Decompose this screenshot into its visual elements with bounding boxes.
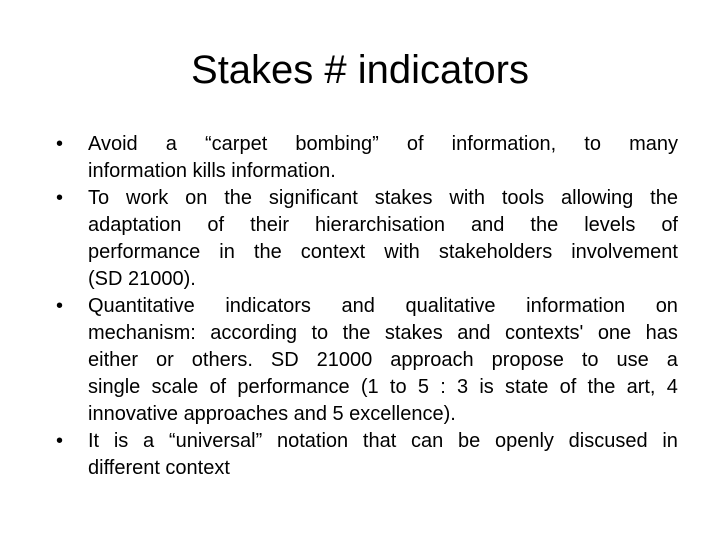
bullet-text-line: either or others. SD 21000 approach propose to use a — [88, 349, 678, 371]
bullet-text-line: single scale of performance (1 to 5 : 3 is state of the art, 4 — [88, 376, 678, 398]
bullet-icon: • — [56, 133, 64, 155]
bullet-icon: • — [56, 295, 64, 317]
bullet-text-line: different context — [88, 457, 230, 479]
bullet-text-line: adaptation of their hierarchisation and the levels of — [88, 214, 678, 236]
bullet-list — [56, 131, 678, 482]
bullet-text-line: information kills information. — [88, 160, 336, 182]
bullet-item — [56, 428, 678, 482]
bullet-item — [56, 185, 678, 293]
bullet-text-line: It is a “universal” notation that can be openly discused in — [88, 430, 678, 452]
bullet-icon: • — [56, 187, 64, 209]
bullet-text-line: (SD 21000). — [88, 268, 196, 290]
bullet-item — [56, 131, 678, 185]
bullet-text-line: Quantitative indicators and qualitative information on — [88, 295, 678, 317]
bullet-text-line: performance in the context with stakeholders involvement — [88, 241, 678, 263]
bullet-text-line: mechanism: according to the stakes and contexts' one has — [88, 322, 678, 344]
bullet-icon: • — [56, 430, 64, 452]
bullet-text-line: Avoid a “carpet bombing” of information, to many — [88, 133, 678, 155]
bullet-text-line: innovative approaches and 5 excellence). — [88, 403, 456, 425]
bullet-text-line: To work on the significant stakes with tools allowing the — [88, 187, 678, 209]
slide-title: Stakes # indicators — [191, 48, 529, 92]
bullet-item — [56, 293, 678, 428]
